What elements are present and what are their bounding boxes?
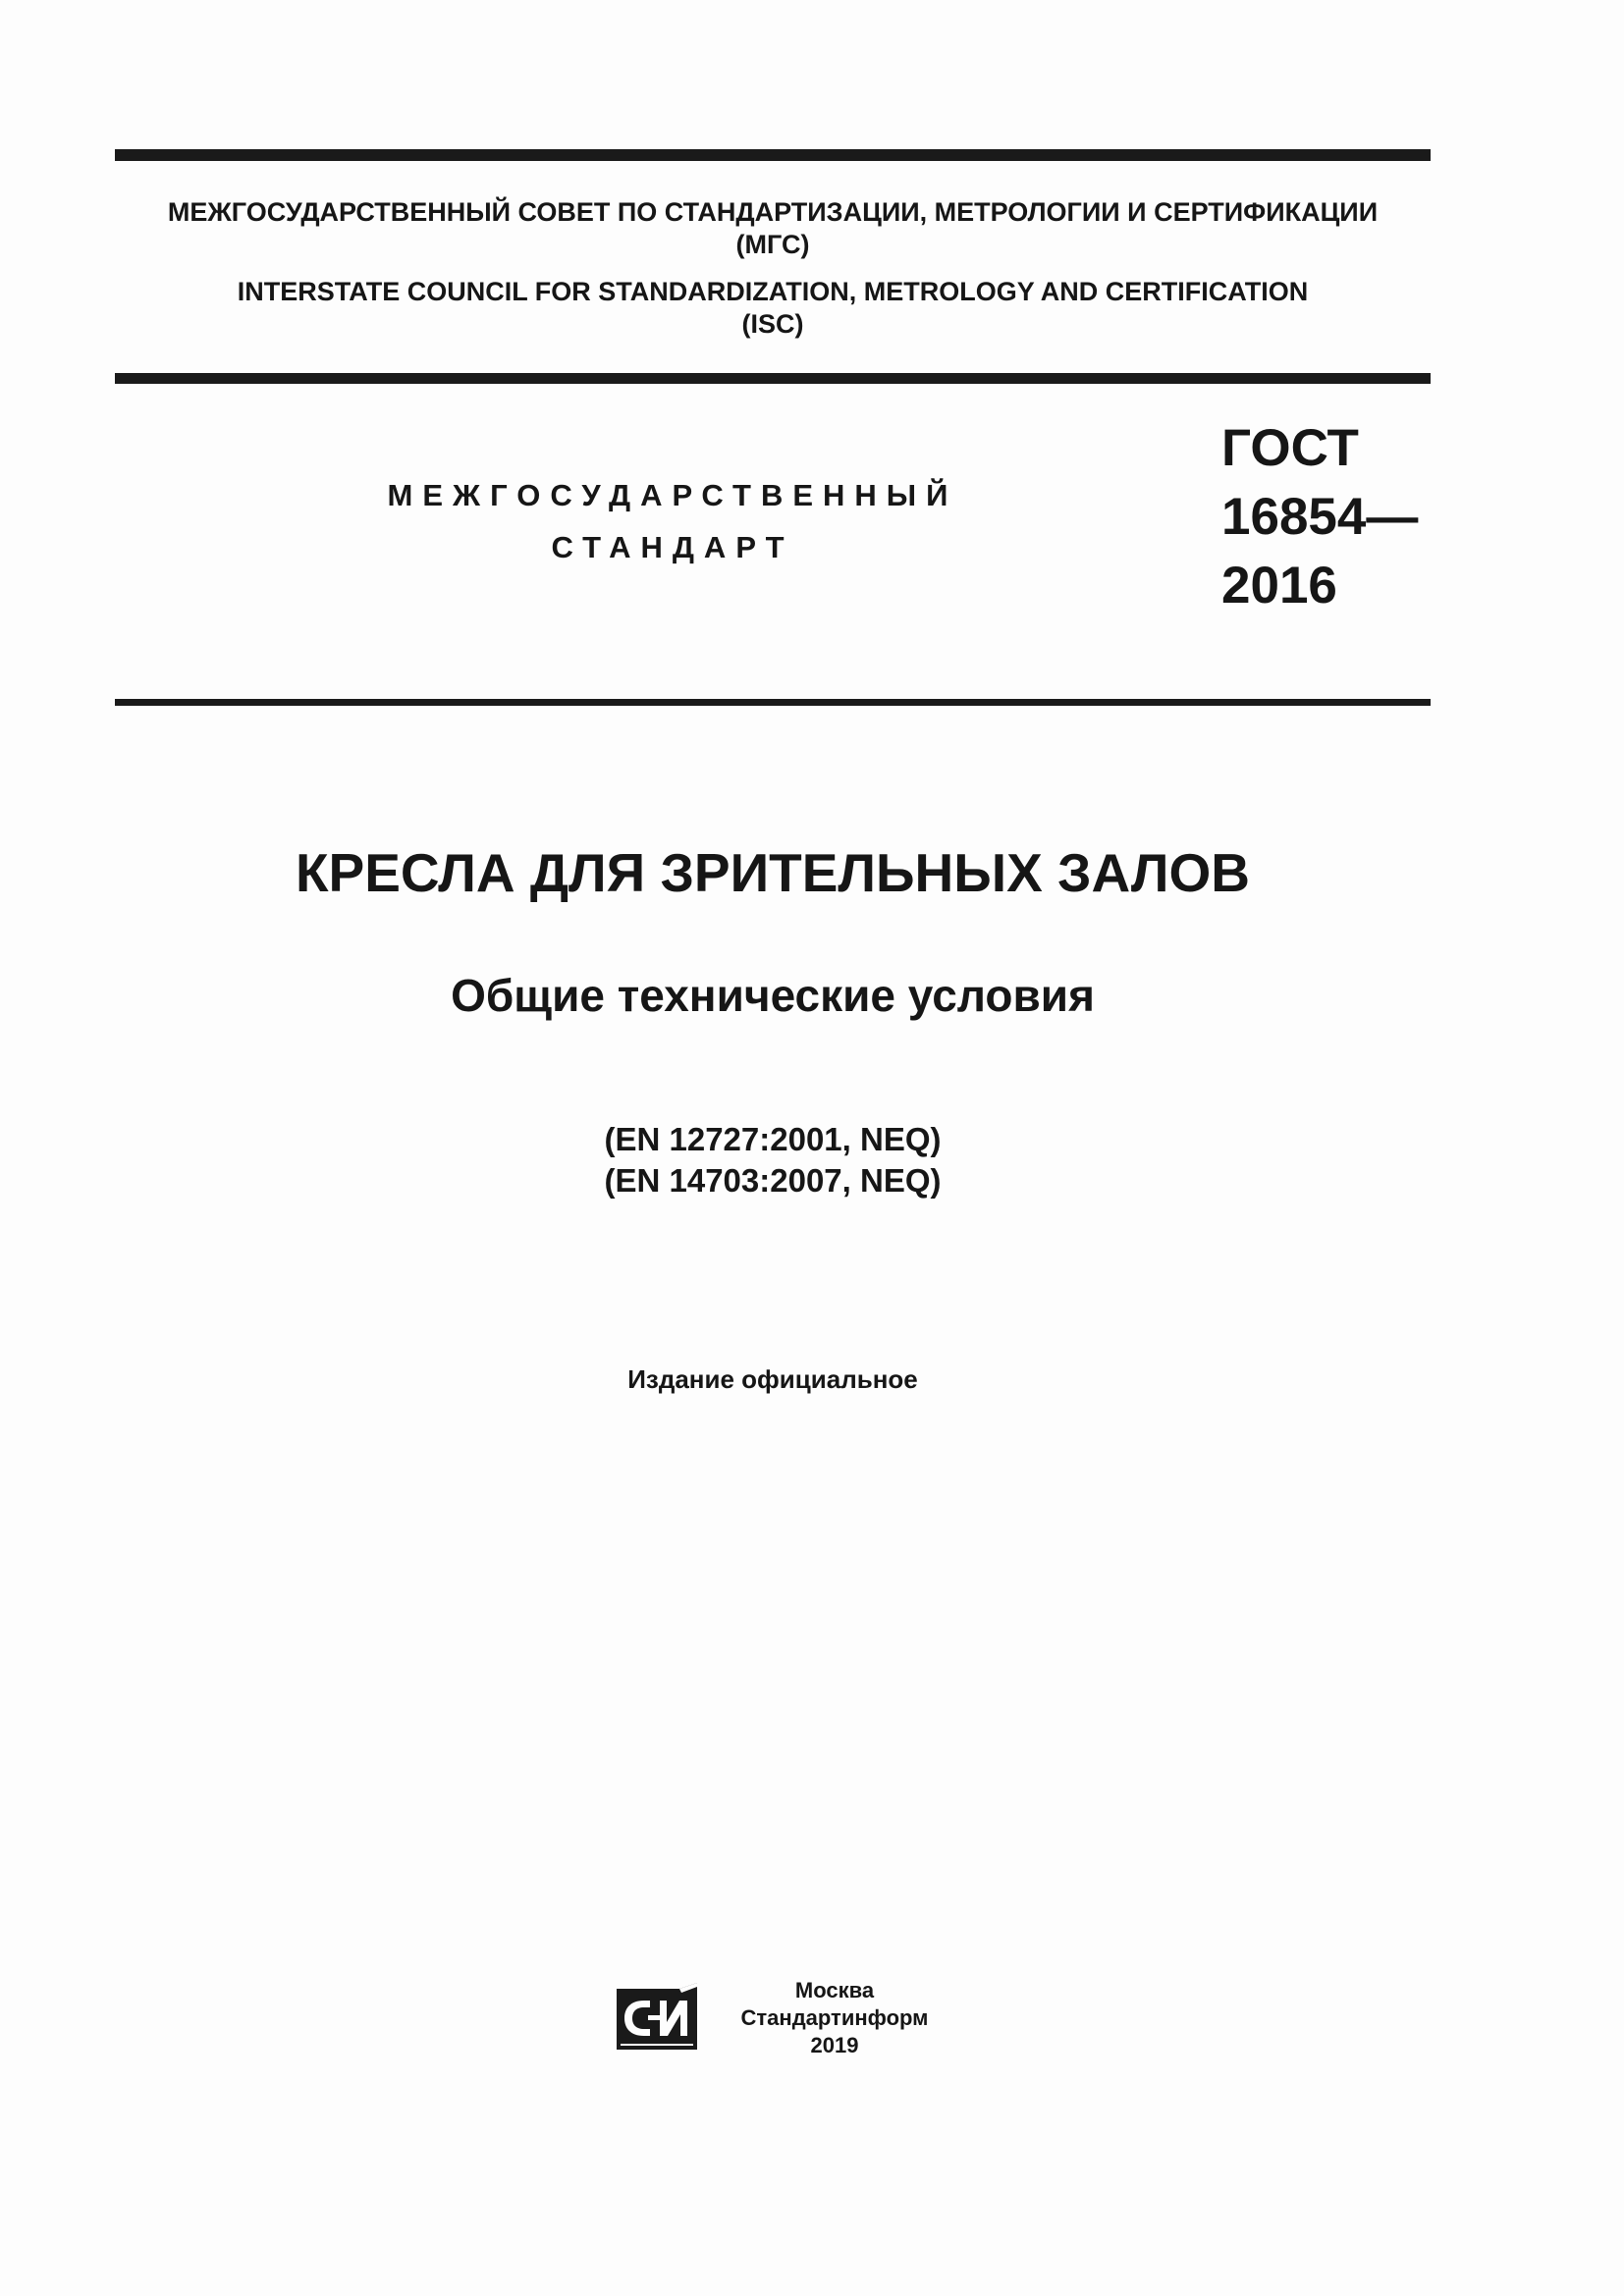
publisher-name: Стандартинформ (740, 2005, 929, 2030)
publisher-city: Москва (794, 1978, 875, 2002)
designation-divider (115, 699, 1431, 706)
council-name-ru: МЕЖГОСУДАРСТВЕННЫЙ СОВЕТ ПО СТАНДАРТИЗАЦИИ, МЕТРОЛОГИИ И СЕРТИФИКАЦИИ (МГС) (167, 197, 1379, 259)
gost-prefix: ГОСТ (1221, 419, 1359, 477)
gost-year: 2016 (1221, 557, 1337, 614)
council-name-en: INTERSTATE COUNCIL FOR STANDARDIZATION, METROLOGY AND CERTIFICATION (ISC) (237, 277, 1309, 339)
top-divider (115, 149, 1431, 161)
publisher-info (727, 1977, 943, 2059)
reference-standards (115, 1119, 1431, 1201)
interstate-standard-label: МЕЖГОСУДАРСТВЕННЫЙ СТАНДАРТ (387, 478, 958, 564)
edition-note: Издание официальное (627, 1364, 918, 1394)
council-divider (115, 373, 1431, 384)
gost-number: 16854— (1221, 488, 1419, 546)
document-subtitle: Общие технические условия (451, 970, 1095, 1021)
document-title: КРЕСЛА ДЛЯ ЗРИТЕЛЬНЫХ ЗАЛОВ (295, 842, 1250, 903)
reference-item: (EN 12727:2001, NEQ) (604, 1121, 942, 1157)
publisher-year: 2019 (810, 2033, 859, 2057)
standartinform-logo-icon (611, 1979, 705, 2054)
reference-item: (EN 14703:2007, NEQ) (604, 1162, 942, 1199)
gost-designation (1221, 414, 1428, 620)
